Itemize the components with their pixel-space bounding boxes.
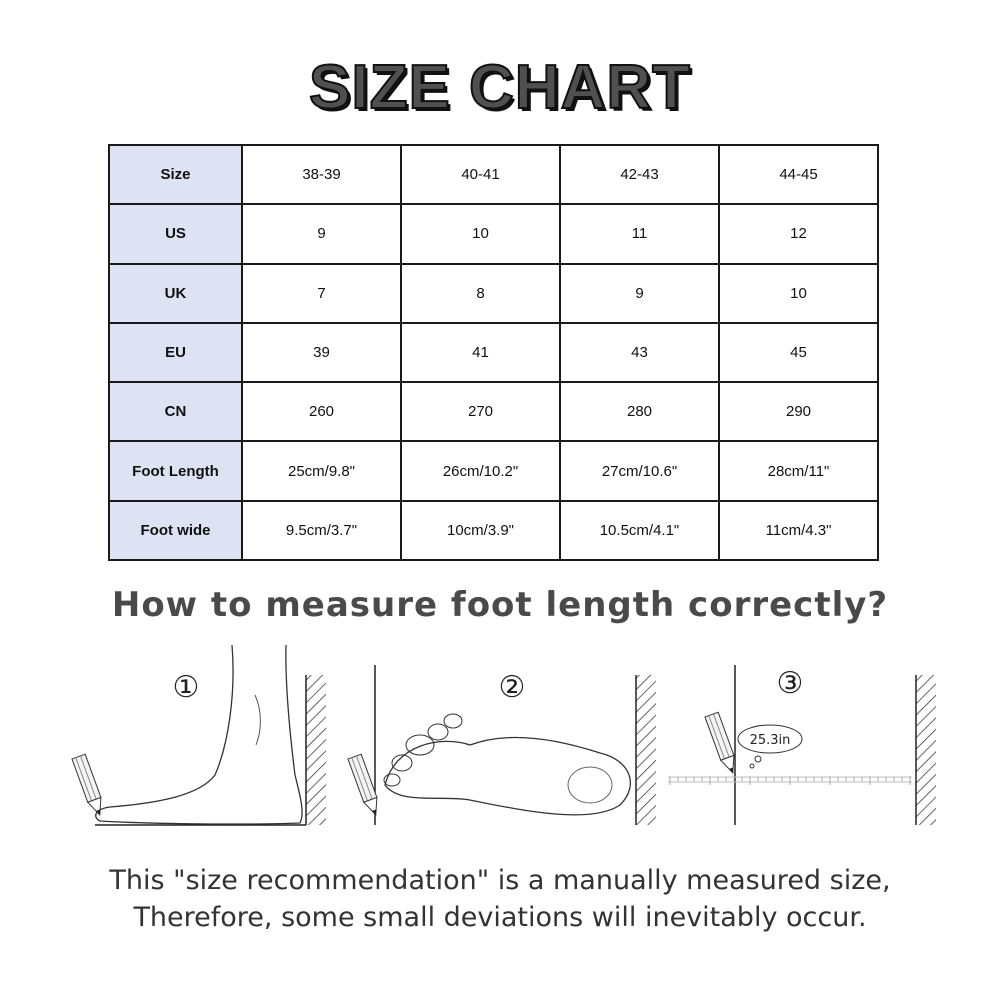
- size-table: [108, 144, 879, 561]
- step-1-illustration: [72, 645, 326, 825]
- row-header: US: [109, 204, 242, 263]
- table-cell: 43: [560, 323, 719, 382]
- table-row: [109, 145, 878, 204]
- size-table-body: [109, 145, 878, 560]
- table-cell: 10: [401, 204, 560, 263]
- table-cell: 39: [242, 323, 401, 382]
- table-row: [109, 441, 878, 500]
- row-header: Foot Length: [109, 441, 242, 500]
- table-cell: 9: [242, 204, 401, 263]
- table-row: [109, 382, 878, 441]
- row-header: CN: [109, 382, 242, 441]
- measurement-readout: 25.3in: [749, 733, 791, 748]
- table-cell: 260: [242, 382, 401, 441]
- table-cell: 270: [401, 382, 560, 441]
- table-cell: 9.5cm/3.7": [242, 501, 401, 560]
- step-3-illustration: [668, 665, 936, 825]
- table-cell: 290: [719, 382, 878, 441]
- pencil-icon: [348, 754, 382, 817]
- wall-hatch: [916, 675, 936, 825]
- table-row: [109, 264, 878, 323]
- step-2-number: ②: [498, 670, 526, 705]
- disclaimer-note: [0, 862, 1000, 936]
- measurement-illustration: [0, 635, 1000, 835]
- table-cell: 41: [401, 323, 560, 382]
- table-cell: 8: [401, 264, 560, 323]
- table-cell: 12: [719, 204, 878, 263]
- table-cell: 44-45: [719, 145, 878, 204]
- table-cell: 42-43: [560, 145, 719, 204]
- row-header: EU: [109, 323, 242, 382]
- table-cell: 45: [719, 323, 878, 382]
- table-cell: 10: [719, 264, 878, 323]
- table-cell: 11cm/4.3": [719, 501, 878, 560]
- table-cell: 11: [560, 204, 719, 263]
- tape-ticks: [670, 777, 910, 785]
- table-cell: 25cm/9.8": [242, 441, 401, 500]
- step-2-illustration: [348, 665, 656, 825]
- pencil-icon: [72, 754, 106, 817]
- table-cell: 10cm/3.9": [401, 501, 560, 560]
- table-cell: 9: [560, 264, 719, 323]
- table-cell: 10.5cm/4.1": [560, 501, 719, 560]
- table-row: [109, 323, 878, 382]
- table-cell: 26cm/10.2": [401, 441, 560, 500]
- disclaimer-line-2: Therefore, some small deviations will inevitably occur.: [133, 902, 867, 933]
- table-cell: 40-41: [401, 145, 560, 204]
- table-row: [109, 204, 878, 263]
- step-1-number: ①: [172, 670, 200, 705]
- table-cell: 28cm/11": [719, 441, 878, 500]
- page-title: SIZE CHART: [309, 53, 691, 122]
- disclaimer-line-1: This "size recommendation" is a manually measured size,: [109, 865, 891, 896]
- wall-hatch: [636, 675, 656, 825]
- row-header: Foot wide: [109, 501, 242, 560]
- table-row: [109, 501, 878, 560]
- table-cell: 7: [242, 264, 401, 323]
- table-cell: 280: [560, 382, 719, 441]
- row-header: UK: [109, 264, 242, 323]
- table-cell: 27cm/10.6": [560, 441, 719, 500]
- wall-hatch: [306, 675, 326, 825]
- pencil-icon: [705, 712, 739, 775]
- table-cell: 38-39: [242, 145, 401, 204]
- measure-heading: How to measure foot length correctly?: [111, 585, 889, 625]
- step-3-number: ③: [776, 666, 804, 701]
- row-header: Size: [109, 145, 242, 204]
